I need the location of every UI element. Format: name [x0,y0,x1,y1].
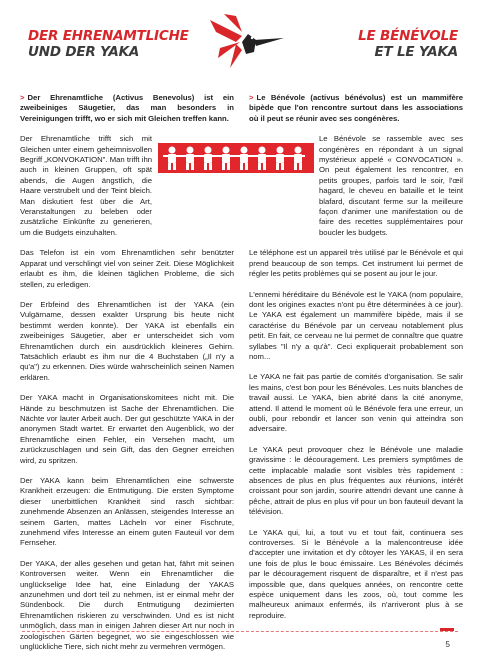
french-paragraph-4: Le YAKA ne fait pas partie de comités d'organisation. Se salir les mains, c'est bon pour les Bénévoles. Les nuits blanches de travail aussi. Le YAKA, bien abrité dans la cité anonyme, attend. Il attend le moment où le Bénévole fera une erreur, un oubli, pour rebondir et lancer son venin qui atteindra son adversaire. [249,372,463,434]
french-column [249,93,463,631]
german-paragraph-2: Das Telefon ist ein vom Ehrenamtlichen sehr benützter Apparat und verschlingt viel von seiner Zeit. Diese Möglichkeit erlaubt es ihm, die kleinen täglichen Probleme, die sich stellen, zu erledigen. [20,248,234,289]
french-paragraph-2: Le téléphone est un appareil très utilisé par le Bénévole et qui prend beaucoup de son temps. Cet instrument lui permet de régler les petits problèmes qui se posent au jour le jour. [249,248,463,279]
german-lead [20,93,234,124]
french-paragraph-6: Le YAKA qui, lui, a tout vu et tout fait, continuera ses controverses. Si le Bénévole a la malencontreuse idée d'accepter une invitation et d'y côtoyer les YAKAS, il en sera une fois de plus le bouc émissaire. Les Bénévoles décimés par le découragement risquent de disparaître, et il n'est pas impossible que, dans quelques années, on rencontre cette espèce uniquement dans les zoos, où, tout comme les malheureux animaux enfermés, ils n'arriveront plus à se reproduire. [249,527,463,620]
french-paragraph-3: L'ennemi héréditaire du Bénévole est le YAKA (nom populaire, dont les origines exactes n'ont pu être déterminées à ce jour). Le YAKA est également un mammifère bipède, mais il se caractérise du Bénévole par un cerveau notablement plus petit. En fait, ce cerveau ne lui permet de connaître que quatre syllabes "Il n'y a qu'à". Ceci expliquerait probablement son nom... [249,289,463,361]
french-title-line2: ET LE YAKA [374,44,458,60]
german-paragraph-5: Der YAKA kann beim Ehrenamtlichen eine schwerste Krankheit erzeugen: die Entmutigung. Die ersten Symptome dieser unerbittlichen Krankheit sind rasch sichtbar: zunehmende Absenzen an Anlässen, steigendes Interesse an seinem Garten, mattes Lächeln vor einer Fischrute, zunehmend vifes Interesse an einem guten Fauteuil vor dem Fernseher. [20,476,234,548]
french-title-line1: LE BÉNÉVOLE [358,28,458,44]
bird-logo-icon [196,12,288,76]
french-paragraph-1: Le Bénévole se rassemble avec ses congénères en répondant à un signal mystérieux appelé « CONVOCATION ». On peut également les rencontrer, en petits groupes, parfois tard le soir, l'œil hagard, le cheveu en bataille et le teint blafard, discutant ferme sur la meilleure façon d'animer une manifestation ou de faire des recettes supplémentaires pour boucler les budgets. [319,134,463,237]
german-paragraph-6: Der YAKA, der alles gesehen und getan hat, fährt mit seinen Kontroversen weiter. Wenn ein Ehrenamtlicher die unglückselige Idee hat, eine Einladung der YAKAS anzunehmen und dort teil zu nehmen, ist er einmal mehr der Sündenbock. Die durch Entmutigung dezimierten Ehrenamtlichen riskieren zu verschwinden. Und es ist nicht unmöglich, dass man in einigen Jahren dieser Art nur noch in zoologischen Gärten begegnet, wo sie eingeschlossen wie unglückliche Tiere, sich nicht mehr zu vermehren vermögen. [20,558,234,652]
german-title [28,28,189,60]
arrow-icon: > [20,93,25,102]
german-paragraph-3: Der Erbfeind des Ehrenamtlichen ist der YAKA (ein Vulgärname, dessen exakter Ursprung bis heute nicht bestimmt werden konnte). Der YAKA ist ebenfalls ein zweibeiniges Säugetier, aber er unterscheidet sich vom Ehrenamtlichen durch ein ausdrücklich kleineres Gehirn. Tatsächlich erlaubt es ihm nur die 4 Buchstaben („Il n'y a qu'a") zu erkennen. Dies würde wahrscheinlich seinen Namen erklären. [20,299,234,382]
footer-accent-mark [440,628,454,631]
footer-divider [22,631,458,633]
german-title-line2: UND DER YAKA [28,44,140,60]
german-column [20,93,234,663]
french-title [358,28,458,60]
page-number: 5 [445,640,450,649]
arrow-icon: > [249,93,254,102]
german-title-line1: DER EHRENAMTLICHE [28,28,189,44]
german-lead-text: Der Ehrenamtliche (Activus Benevolus) ist ein zweibeiniges Säugetier, das man besonders in Vereinigungen trifft, wo er sich mit Gleichen treffen kann. [20,93,234,123]
german-paragraph-1: Der Ehrenamtliche trifft sich mit Gleichen unter einem geheimnisvollen Begriff „KONVOKATION". Man trifft ihn auch in kleinen Gruppen, oft spät abends, die Augen ängstlich, die Haare verstrubelt und der Teint bleich. Man diskutiert fest über die Art, Veranstaltungen zu beleben oder zusätzliche Einkünfte zu generieren, um die Budgets einzuhalten. [20,134,152,237]
french-lead-text: Le Bénévole (activus bénévolus) est un mammifère bipède que l'on rencontre surtout dans les associations où il peut se réunir avec ses congénères. [249,93,463,123]
german-paragraph-4: Der YAKA macht in Organisationskomitees nicht mit. Die Hände zu beschmutzen ist Sache der Ehrenamtlichen. Die Nächte vor lauter Arbeit auch. Der gut geschützte YAKA in der anonymen Stadt wartet. Er erwartet den Augenblick, wo der Ehrenamtliche einen Fehler, ein Versehen macht, um zurückzuschlagen und sein Gift, das den Gegner erreichen wird, zu spritzen. [20,393,234,465]
french-lead [249,93,463,124]
french-paragraph-5: Le YAKA peut provoquer chez le Bénévole une maladie gravissime : le découragement. Les premiers symptômes de cette implacable maladie sont visibles très rapidement : absences de plus en plus fréquentes aux réunions, intérêt croissant pour son jardin, sourire attendri devant une canne à pêche, attrait de plus en plus vif pour un bon fauteuil devant la télévision. [249,444,463,517]
